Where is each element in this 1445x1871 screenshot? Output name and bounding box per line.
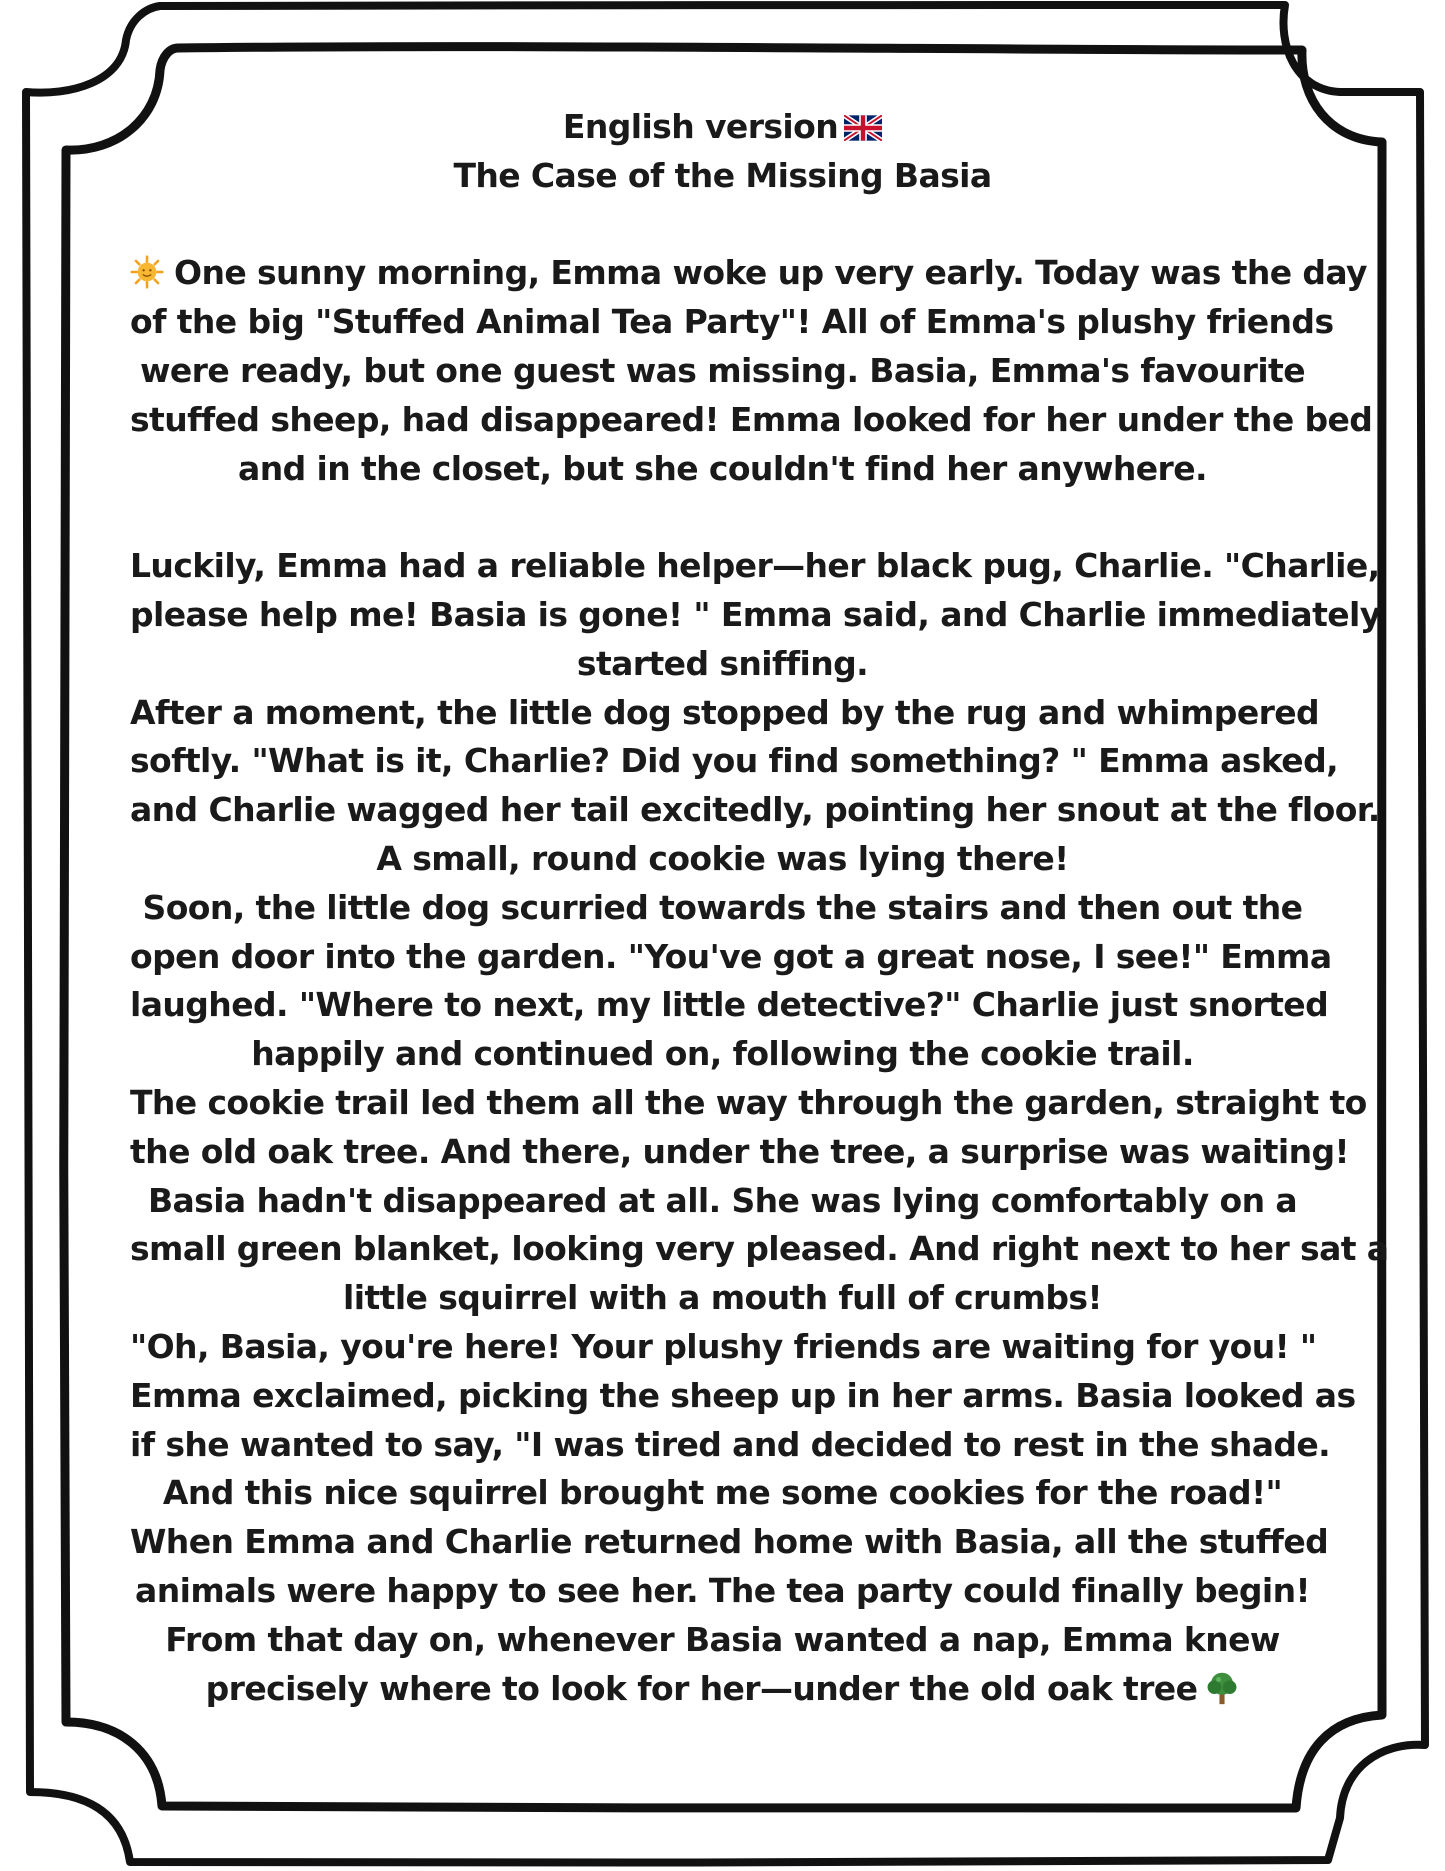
- story-title: The Case of the Missing Basia: [453, 155, 992, 195]
- story-line: and Charlie wagged her tail excitedly, pointing her snout at the floor.: [130, 790, 1380, 830]
- spacer: [130, 493, 1315, 542]
- story-line: the old oak tree. And there, under the tree, a surprise was waiting!: [130, 1131, 1349, 1171]
- story-line: When Emma and Charlie returned home with Basia, all the stuffed: [130, 1522, 1329, 1562]
- story-line: of the big "Stuffed Animal Tea Party"! All of Emma's plushy friends: [130, 302, 1334, 342]
- story-line: little squirrel with a mouth full of crumbs!: [343, 1278, 1102, 1318]
- story-line: laughed. "Where to next, my little detective?" Charlie just snorted: [130, 985, 1329, 1025]
- story-line: After a moment, the little dog stopped by the rug and whimpered: [130, 692, 1320, 732]
- story-line: small green blanket, looking very pleased. And right next to her sat a: [130, 1229, 1389, 1269]
- story-line: open door into the garden. "You've got a great nose, I see!" Emma: [130, 936, 1332, 976]
- story-line: "Oh, Basia, you're here! Your plushy friends are waiting for you! ": [130, 1326, 1317, 1366]
- story-line: precisely where to look for her—under the old oak tree: [130, 1665, 1315, 1714]
- version-heading: [130, 103, 1315, 152]
- story-line: The cookie trail led them all the way through the garden, straight to: [130, 1082, 1367, 1122]
- story-line: Emma exclaimed, picking the sheep up in her arms. Basia looked as: [130, 1375, 1356, 1415]
- story-line: please help me! Basia is gone! " Emma said, and Charlie immediately: [130, 594, 1381, 634]
- story-line: Soon, the little dog scurried towards the stairs and then out the: [142, 887, 1303, 927]
- uk-flag-icon: [844, 115, 882, 141]
- story-line: Luckily, Emma had a reliable helper—her black pug, Charlie. "Charlie,: [130, 546, 1380, 586]
- story-line: One sunny morning, Emma woke up very early. Today was the day: [130, 249, 1315, 298]
- story-line: happily and continued on, following the cookie trail.: [251, 1034, 1194, 1074]
- story-line: and in the closet, but she couldn't find her anywhere.: [238, 448, 1207, 488]
- story-line: softly. "What is it, Charlie? Did you find something? " Emma asked,: [130, 741, 1339, 781]
- sun-icon: [130, 255, 164, 289]
- story-line: And this nice squirrel brought me some cookies for the road!": [162, 1473, 1283, 1513]
- story-text-block: [130, 103, 1389, 1713]
- story-line: started sniffing.: [576, 643, 869, 683]
- story-line: were ready, but one guest was missing. Basia, Emma's favourite: [140, 350, 1305, 390]
- spacer: [130, 201, 1315, 250]
- story-line: From that day on, whenever Basia wanted a nap, Emma knew: [165, 1619, 1280, 1659]
- story-line: animals were happy to see her. The tea party could finally begin!: [135, 1570, 1310, 1610]
- story-line: stuffed sheep, had disappeared! Emma looked for her under the bed: [130, 399, 1373, 439]
- story-line: A small, round cookie was lying there!: [376, 838, 1069, 878]
- version-label: English version: [562, 107, 839, 146]
- story-line: Basia hadn't disappeared at all. She was lying comfortably on a: [147, 1180, 1298, 1220]
- story-line: if she wanted to say, "I was tired and decided to rest in the shade.: [130, 1424, 1331, 1464]
- tree-icon: [1205, 1670, 1239, 1706]
